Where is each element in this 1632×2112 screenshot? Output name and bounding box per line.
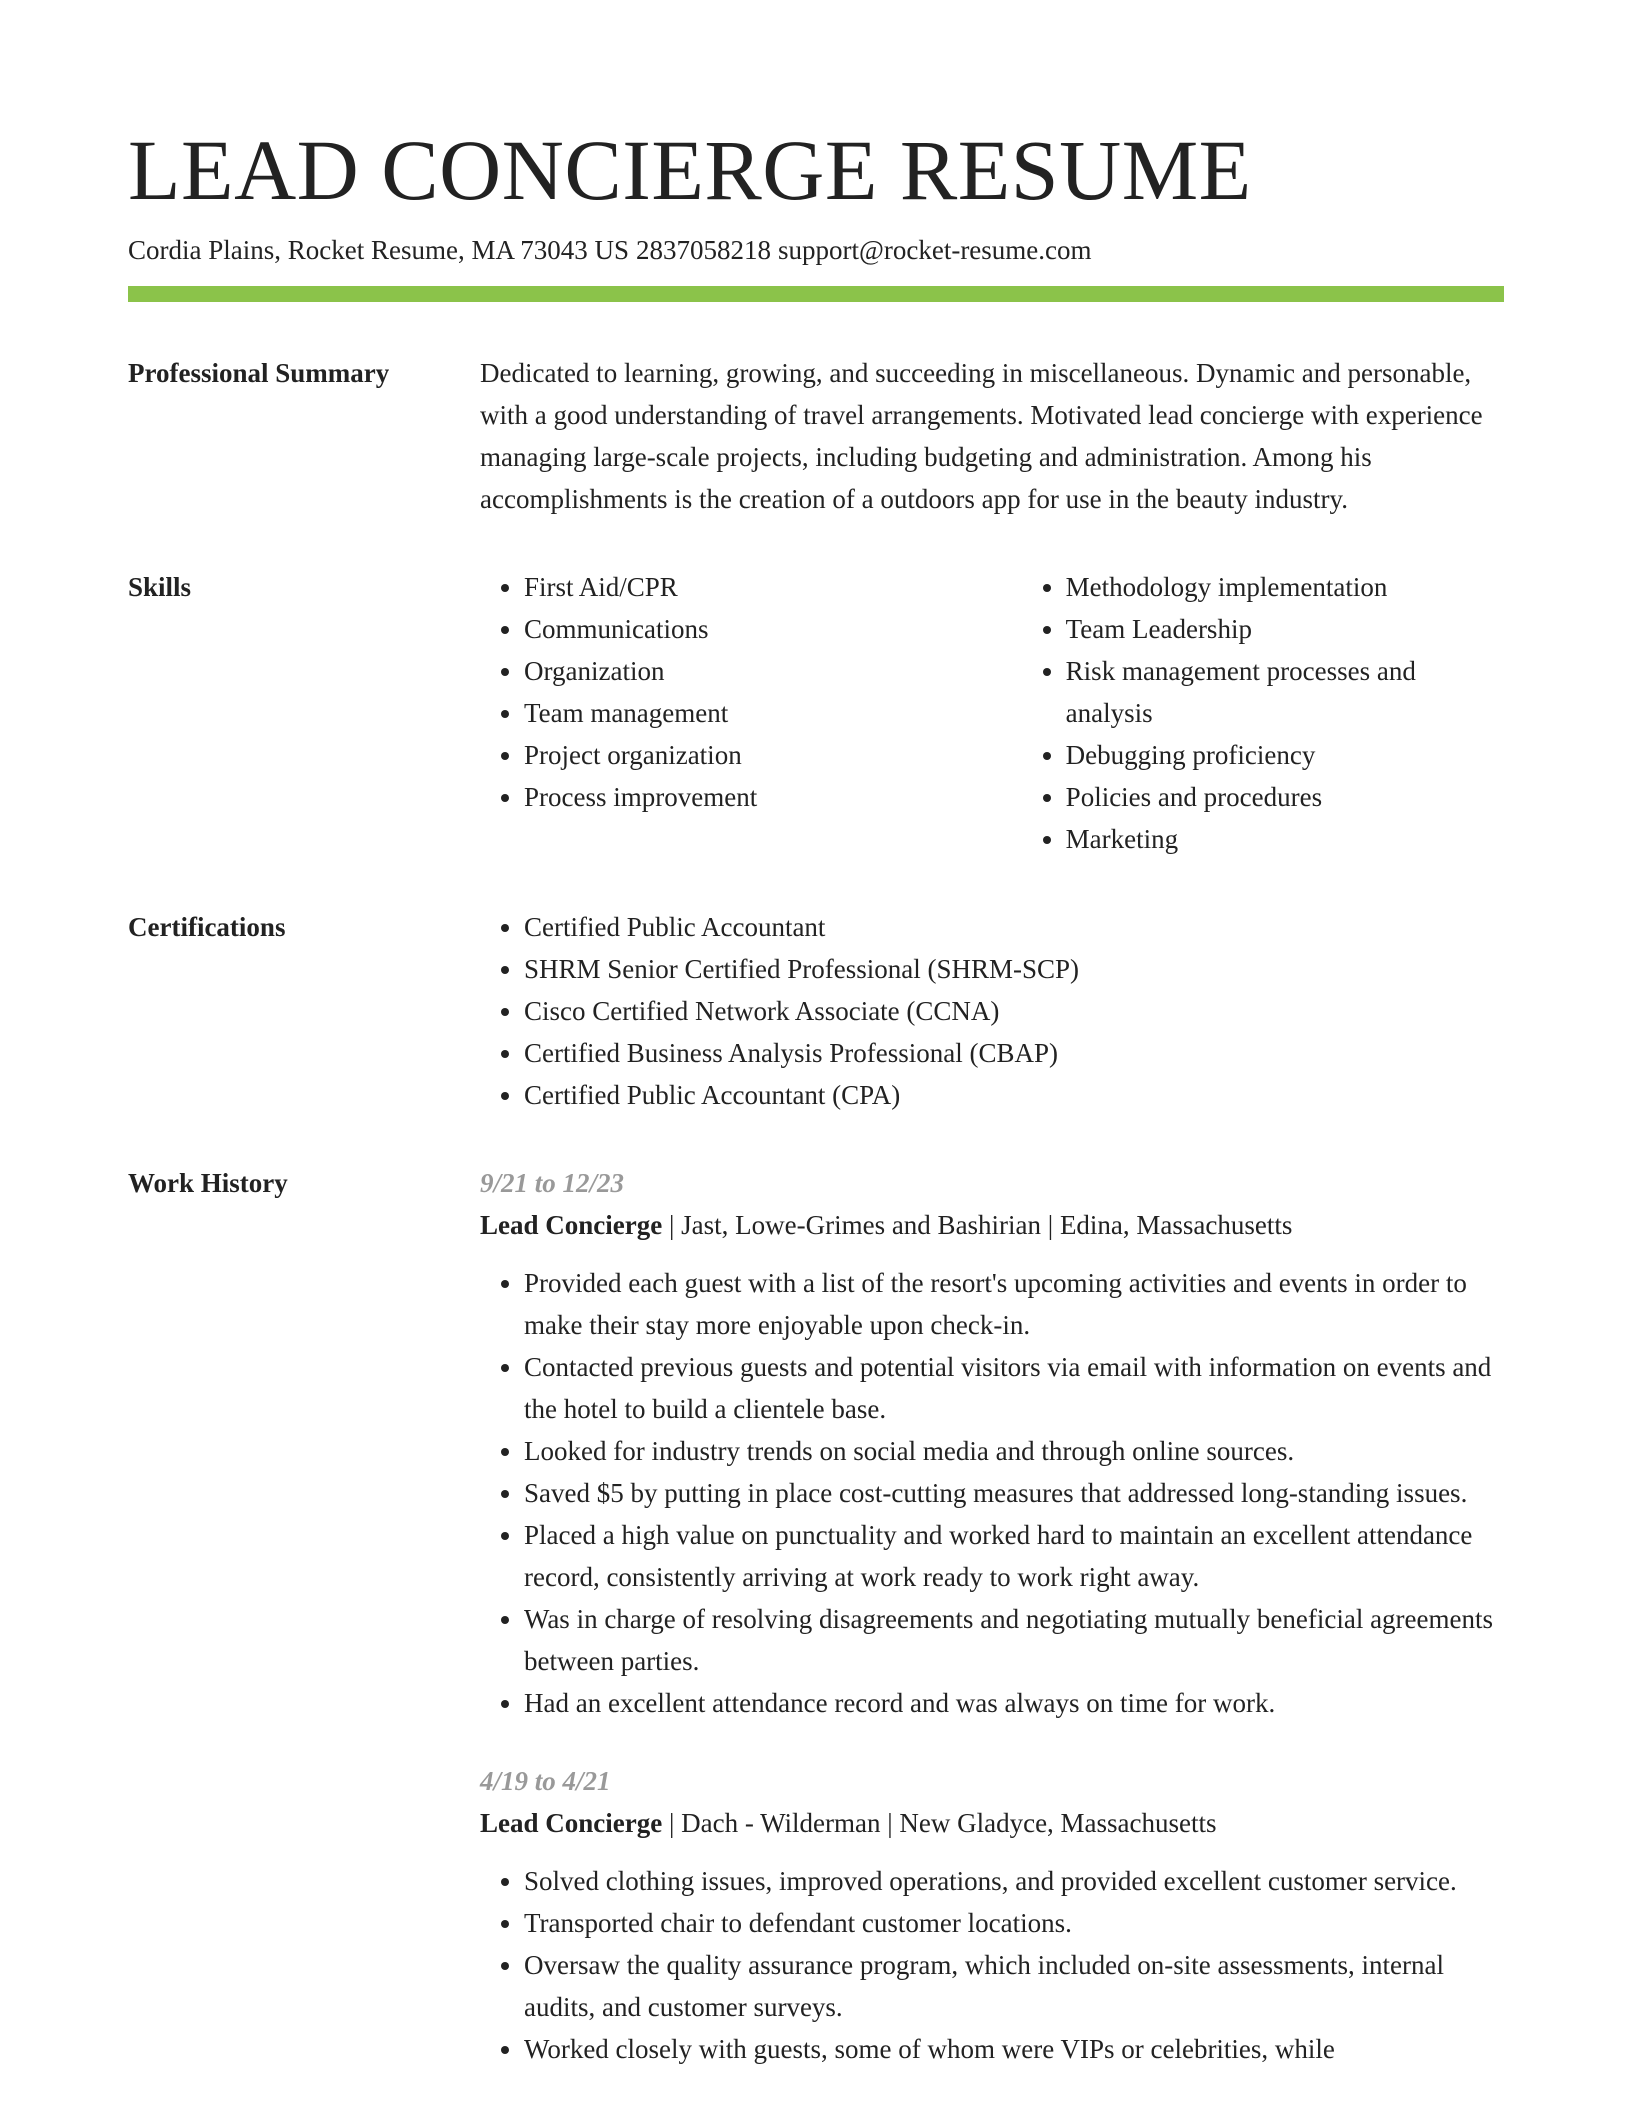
certifications-section — [128, 906, 1504, 1116]
contact-address: Cordia Plains, Rocket Resume, MA 73043 US — [128, 235, 629, 265]
skill-item: • First Aid/CPR — [524, 566, 1022, 608]
job-bullet: • Was in charge of resolving disagreements and negotiating mutually beneficial agreements between parties. — [524, 1598, 1504, 1682]
job-bullet: • Transported chair to defendant customer locations. — [524, 1902, 1504, 1944]
job-bullet: • Looked for industry trends on social media and through online sources. — [524, 1430, 1504, 1472]
skills-list-right — [1022, 566, 1504, 860]
work-history-label: Work History — [128, 1168, 288, 1198]
job-details: | Jast, Lowe-Grimes and Bashirian | Edina, Massachusetts — [662, 1210, 1293, 1240]
skills-section — [128, 566, 1504, 860]
certification-item: • Certified Public Accountant (CPA) — [524, 1074, 1504, 1116]
job-dates: 9/21 to 12/23 — [480, 1168, 625, 1198]
summary-label: Professional Summary — [128, 358, 390, 388]
resume-title: LEAD CONCIERGE RESUME — [128, 122, 1252, 218]
work-history-section — [128, 1162, 1504, 2106]
skill-item: • Team management — [524, 692, 1022, 734]
contact-email: support@rocket-resume.com — [778, 235, 1092, 265]
contact-line — [128, 232, 1504, 268]
job-bullet: • Oversaw the quality assurance program, which included on-site assessments, internal audits, and customer surveys. — [524, 1944, 1504, 2028]
skill-item: • Policies and procedures — [1066, 776, 1504, 818]
job-bullet: • Worked closely with guests, some of whom were VIPs or celebrities, while — [524, 2028, 1504, 2070]
job-bullets — [480, 1860, 1504, 2070]
skill-item: • Project organization — [524, 734, 1022, 776]
skill-item: • Debugging proficiency — [1066, 734, 1504, 776]
skill-item: • Organization — [524, 650, 1022, 692]
certification-item: • Certified Public Accountant — [524, 906, 1504, 948]
job-entry — [480, 1162, 1504, 1724]
certification-item: • Certified Business Analysis Professional (CBAP) — [524, 1032, 1504, 1074]
job-bullet: • Placed a high value on punctuality and worked hard to maintain an excellent attendance record, consistently arriving at work ready to work right away. — [524, 1514, 1504, 1598]
job-title: Lead Concierge — [480, 1210, 663, 1240]
job-bullet: • Saved $5 by putting in place cost-cutting measures that addressed long-standing issues. — [524, 1472, 1504, 1514]
job-bullet: • Contacted previous guests and potential visitors via email with information on events and the hotel to build a clientele base. — [524, 1346, 1504, 1430]
skill-item: • Communications — [524, 608, 1022, 650]
job-dates: 4/19 to 4/21 — [480, 1766, 611, 1796]
job-title: Lead Concierge — [480, 1808, 663, 1838]
summary-text: Dedicated to learning, growing, and succeeding in miscellaneous. Dynamic and personable, with a good understanding of travel arrangements. Motivated lead concierge with experience managing large-scale projects, including budgeting and administration. Among his accomplishments is the creation of a outdoors app for use in the beauty industry. — [480, 358, 1483, 514]
job-entry — [480, 1760, 1504, 2070]
certification-item: • SHRM Senior Certified Professional (SHRM-SCP) — [524, 948, 1504, 990]
job-details: | Dach - Wilderman | New Gladyce, Massachusetts — [662, 1808, 1217, 1838]
summary-section — [128, 352, 1504, 520]
skills-list-left — [480, 566, 1022, 860]
skill-item: • Process improvement — [524, 776, 1022, 818]
job-bullet: • Solved clothing issues, improved operations, and provided excellent customer service. — [524, 1860, 1504, 1902]
skill-item: • Team Leadership — [1066, 608, 1504, 650]
job-heading — [480, 1204, 1504, 1246]
resume-page — [128, 120, 1504, 2106]
certifications-list — [480, 906, 1504, 1116]
job-bullet: • Provided each guest with a list of the resort's upcoming activities and events in order to make their stay more enjoyable upon check-in. — [524, 1262, 1504, 1346]
contact-phone: 2837058218 — [636, 235, 771, 265]
skill-item: • Marketing — [1066, 818, 1504, 860]
skill-item: • Risk management processes and analysis — [1066, 650, 1504, 734]
certification-item: • Cisco Certified Network Associate (CCNA) — [524, 990, 1504, 1032]
header-divider — [128, 286, 1504, 302]
job-bullets — [480, 1262, 1504, 1724]
job-bullet: • Had an excellent attendance record and was always on time for work. — [524, 1682, 1504, 1724]
skill-item: • Methodology implementation — [1066, 566, 1504, 608]
job-heading — [480, 1802, 1504, 1844]
skills-label: Skills — [128, 572, 192, 602]
certifications-label: Certifications — [128, 912, 286, 942]
